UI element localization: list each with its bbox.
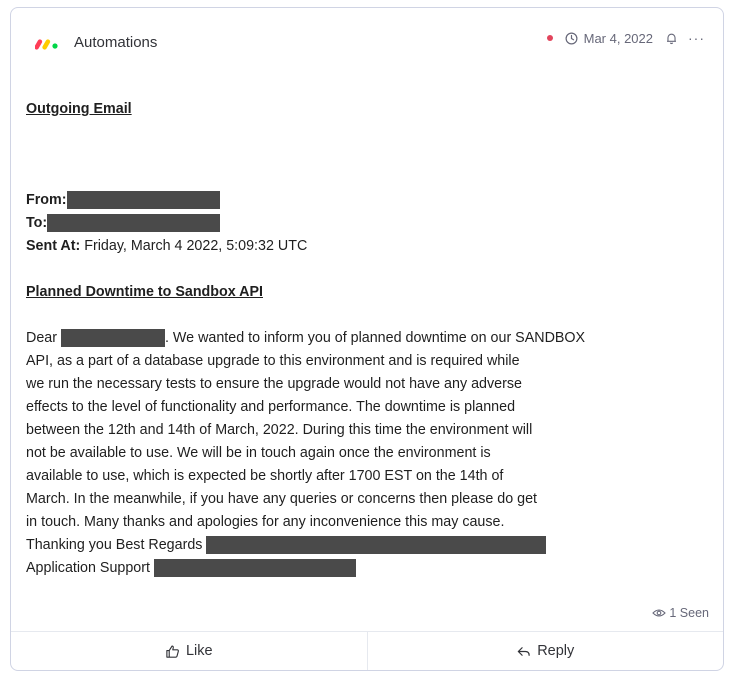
card-header [11,8,723,78]
seen-count: 1 Seen [669,606,709,620]
signature-text: Application Support [26,560,154,576]
para-line: March. In the meanwhile, if you have any queries or concerns then please do get [26,491,538,507]
update-card [10,7,724,671]
email-body [26,98,666,580]
regards-text: Thanking you Best Regards [26,537,207,553]
from-label: From: [26,192,67,208]
sent-line [26,235,666,258]
para-line: effects to the level of functionality and performance. The downtime is planned [26,399,516,415]
thumbs-up-icon [165,644,180,659]
card-footer [11,631,723,670]
reply-button[interactable] [367,632,724,670]
to-line [26,212,666,235]
email-subject: Planned Downtime to Sandbox API [26,284,263,300]
redacted-to [47,214,220,232]
like-label: Like [185,643,213,659]
redacted-name [206,536,546,554]
email-heading: Outgoing Email [26,101,132,117]
more-menu-icon[interactable]: ··· [688,30,705,46]
para-line-text: . We wanted to inform you of planned downtime on our SANDBOX [164,330,586,346]
reply-icon [516,644,531,659]
bell-icon[interactable] [665,32,678,45]
monday-logo-icon [35,36,59,50]
seen-indicator[interactable] [652,606,709,620]
eye-icon [652,608,666,618]
sent-value: Friday, March 4 2022, 5:09:32 UTC [80,238,308,254]
app-name: Automations [74,34,158,51]
signature-line [26,557,666,580]
from-line [26,189,666,212]
para-line: API, as a part of a database upgrade to this environment and is required while [26,353,520,369]
header-meta [547,28,705,48]
sent-label: Sent At: [26,238,81,254]
like-button[interactable] [11,632,367,670]
post-date: Mar 4, 2022 [583,30,653,46]
redacted-recipient [61,329,165,347]
to-label: To: [26,215,48,231]
clock-icon [565,32,578,45]
reply-label: Reply [537,643,575,659]
para-line: between the 12th and 14th of March, 2022. During this time the environment will [26,422,533,438]
para-line: in touch. Many thanks and apologies for any inconvenience this may cause. [26,514,505,530]
redacted-signature [154,559,356,577]
regards-line [26,534,666,557]
dear-text: Dear [26,330,61,346]
para-line: available to use, which is expected be shortly after 1700 EST on the 14th of [26,468,504,484]
redacted-from [67,191,220,209]
para-line: we run the necessary tests to ensure the upgrade would not have any adverse [26,376,522,392]
para-line: not be available to use. We will be in touch again once the environment is [26,445,491,461]
para-line [26,327,666,350]
unread-dot [547,35,553,41]
